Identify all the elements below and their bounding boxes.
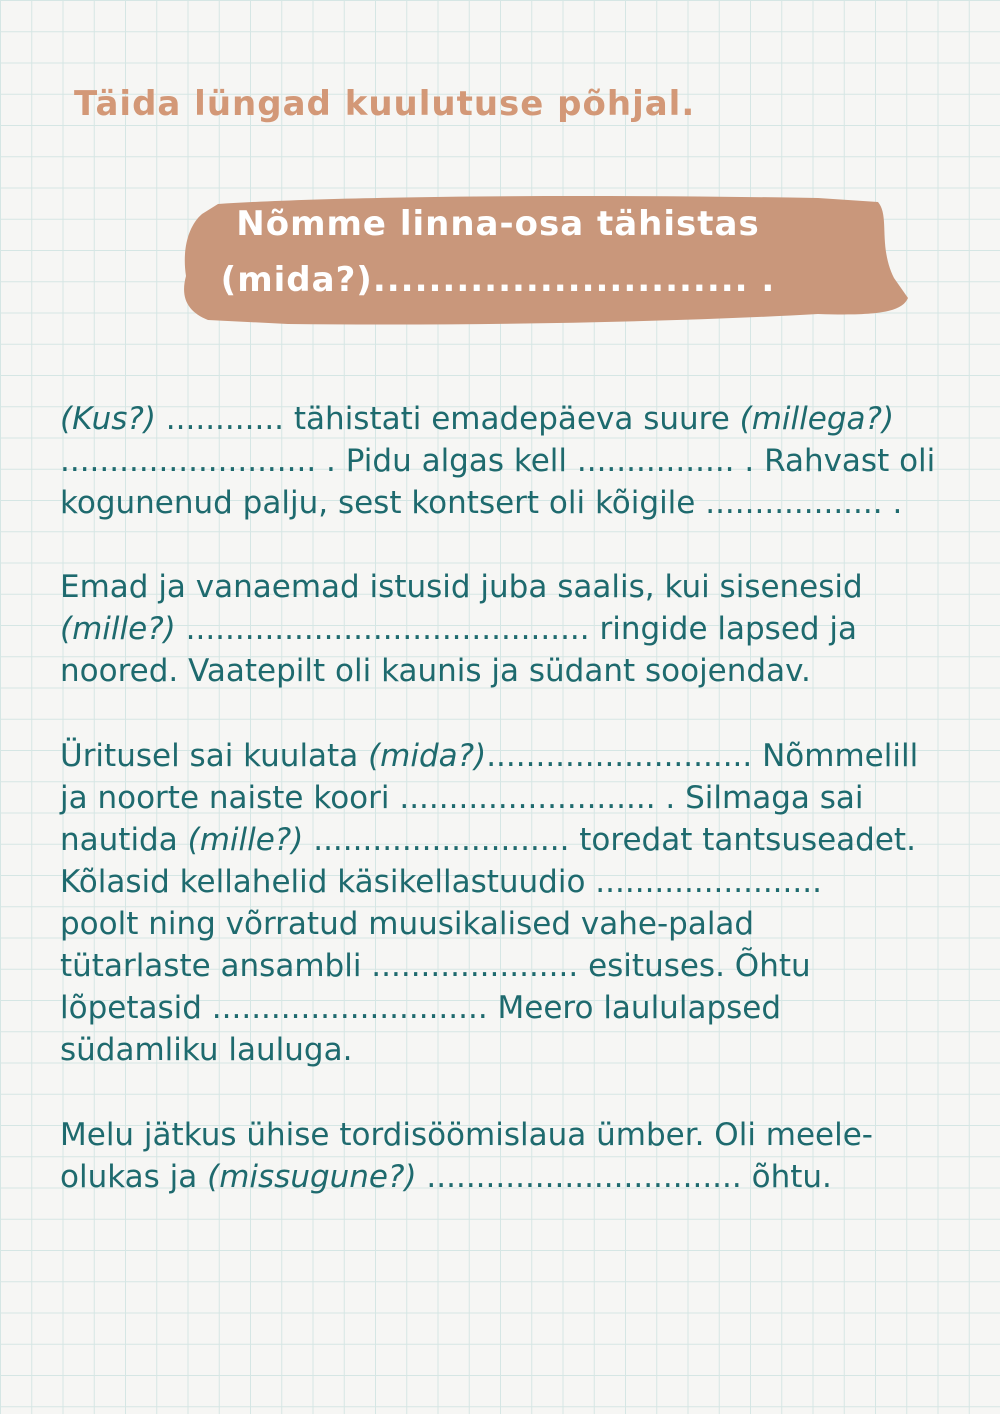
p4-line-1: Melu jätkus ühise tordisöömislaua ümber. Oli meele- xyxy=(60,1117,873,1153)
p3-line-6: tütarlaste ansambli ..................... esituses. Õhtu xyxy=(60,948,811,984)
paragraph-2 xyxy=(60,566,990,692)
instruction-heading: Täida lüngad kuulutuse põhjal. xyxy=(74,84,696,124)
p3-line-2: ja noorte naiste koori .......................... . Silmaga sai xyxy=(60,780,864,816)
banner-line-2: (mida?)........................... . xyxy=(220,260,776,300)
p1-line-3: kogunenud palju, sest kontsert oli kõigile .................. . xyxy=(60,485,903,521)
p2-line-3: noored. Vaatepilt oli kaunis ja südant soojendav. xyxy=(60,653,811,689)
question-millega: (millega?) xyxy=(739,401,895,437)
paragraph-3 xyxy=(60,735,990,1071)
p3-line-8: südamliku lauluga. xyxy=(60,1032,353,1068)
p3-line-5: poolt ning võrratud muusikalised vahe-palad xyxy=(60,906,755,942)
p1-line-1: (Kus?) ............ tähistati emadepäeva suure (millega?) xyxy=(60,401,895,437)
p4-line-2: olukas ja (missugune?) ................................ õhtu. xyxy=(60,1159,832,1195)
question-missugune: (missugune?) xyxy=(207,1159,417,1195)
paragraph-1 xyxy=(60,398,990,524)
question-mille-2: (mille?) xyxy=(187,822,304,858)
banner-title xyxy=(178,196,818,308)
p3-line-7: lõpetasid ............................ Meero laululapsed xyxy=(60,990,782,1026)
question-mida: (mida?) xyxy=(368,738,487,774)
question-mille: (mille?) xyxy=(60,611,176,647)
paragraph-4 xyxy=(60,1114,990,1198)
p3-line-1: Üritusel sai kuulata (mida?)........................... Nõmmelill xyxy=(60,738,919,774)
p1-line-2: .......................... . Pidu algas kell ................ . Rahvast oli xyxy=(60,443,936,479)
banner-line-1: Nõmme linna-osa tähistas xyxy=(236,204,760,244)
p3-line-4: Kõlasid kellahelid käsikellastuudio ....................... xyxy=(60,864,822,900)
p2-line-1: Emad ja vanaemad istusid juba saalis, kui sisenesid xyxy=(60,569,863,605)
question-kus: (Kus?) xyxy=(60,401,156,437)
p3-line-3: nautida (mille?) .......................... toredat tantsuseadet. xyxy=(60,822,916,858)
p2-line-2: (mille?) ......................................... ringide lapsed ja xyxy=(60,611,858,647)
